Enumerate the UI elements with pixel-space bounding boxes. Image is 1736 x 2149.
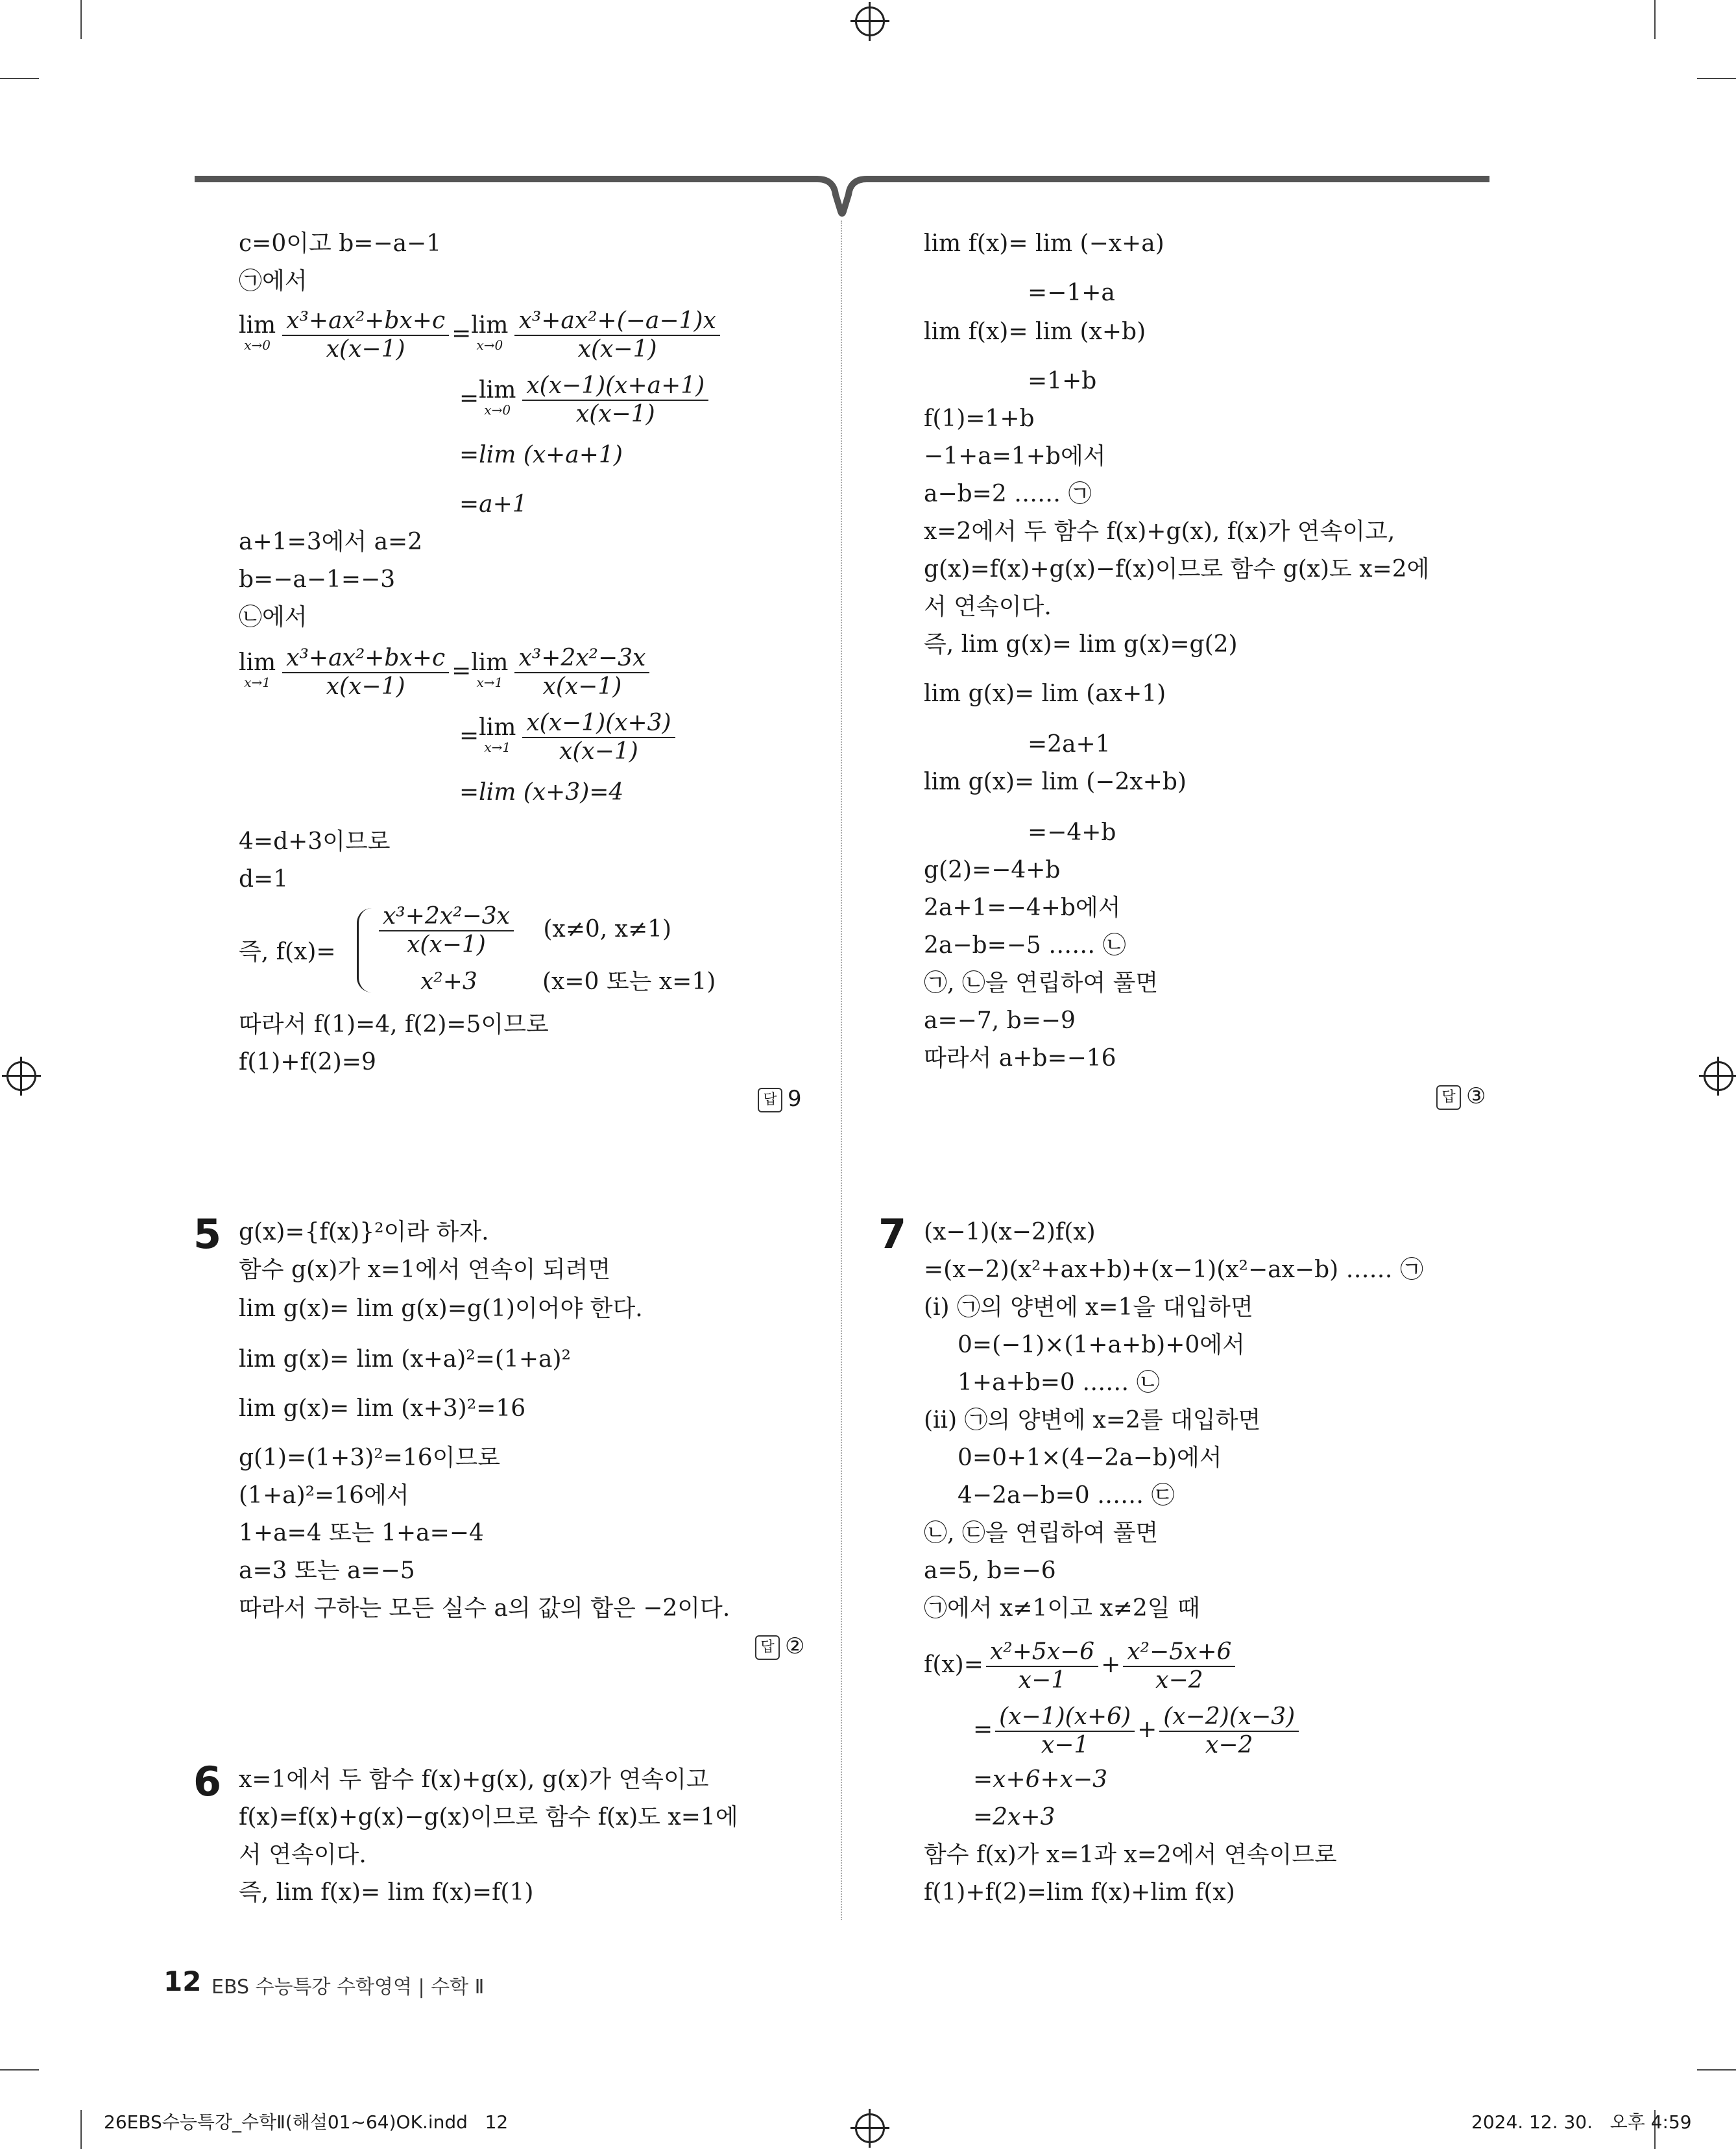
fraction-expression: = $\frac{(x-1)(x+6)}{x-1}$ + $\frac{(x-2)(x-3)}{x-2}$ xyxy=(973,1703,1301,1759)
limit-expression: lim x→0 $\frac{\text{x³+ax²+bx+c}}{x(x-1)}$ = lim x→0 $\frac{\text{x³+ax²+(−a−1)x}}{x(x-1)}$ xyxy=(239,307,723,363)
text-line: =2x+3 xyxy=(973,1804,1055,1831)
crop-mark xyxy=(80,2110,82,2149)
text-line: g(x)=f(x)+g(x)−f(x)이므로 함수 g(x)도 x=2에 xyxy=(924,556,1430,582)
text-line: =1+b xyxy=(1028,368,1097,394)
text-line: c=0이고 b=−a−1 xyxy=(239,230,442,257)
text-line: =−1+a xyxy=(1028,280,1115,306)
text-line: ㉡에서 xyxy=(239,604,307,630)
piecewise-case: x²+3 xyxy=(420,968,477,995)
text-line: =lim (x+3)=4 xyxy=(459,779,624,806)
text-line: 서 연속이다. xyxy=(239,1842,367,1868)
text-line: 따라서 구하는 모든 실수 a의 값의 합은 −2이다. xyxy=(239,1595,730,1622)
problem-number: 5 xyxy=(193,1210,222,1258)
text-line: =x+6+x−3 xyxy=(973,1766,1108,1793)
text-line: a=5, b=−6 xyxy=(924,1557,1056,1584)
text-line: g(x)={f(x)}²이라 하자. xyxy=(239,1219,489,1245)
text-line: d=1 xyxy=(239,866,289,893)
limit-expression: = lim x→0 $\frac{x(x-1)(x+a+1)}{x(x-1)}$ xyxy=(459,372,711,428)
file-name: 26EBS수능특강_수학Ⅱ(해설01~64)OK.indd 12 xyxy=(104,2111,509,2133)
text-line: f(x)=f(x)+g(x)−g(x)이므로 함수 f(x)도 x=1에 xyxy=(239,1804,738,1831)
crop-mark xyxy=(1654,0,1656,39)
text-line: x=1에서 두 함수 f(x)+g(x), g(x)가 연속이고 xyxy=(239,1766,709,1793)
piecewise-case: $\frac{\text{x³+2x²−3x}}{x(x-1)}$ (x≠0, x≠1) xyxy=(376,903,671,959)
text-line: 서 연속이다. xyxy=(924,594,1052,620)
registration-mark-icon xyxy=(6,1061,36,1091)
text-line: a−b=2 …… ㉠ xyxy=(924,481,1092,507)
text-line: ㉡, ㉢을 연립하여 풀면 xyxy=(924,1520,1159,1546)
answer-icon: 답 xyxy=(755,1635,780,1660)
answer-icon: 답 xyxy=(1436,1085,1461,1110)
text-line: x=2에서 두 함수 f(x)+g(x), f(x)가 연속이고, xyxy=(924,518,1395,545)
column-divider xyxy=(841,221,842,1920)
text-line: (ⅱ) ㉠의 양변에 x=2를 대입하면 xyxy=(924,1407,1261,1434)
text-line: 1+a+b=0 …… ㉡ xyxy=(958,1369,1160,1396)
limit-expression: = lim x→1 $\frac{x(x-1)(x+3)}{x(x-1)}$ xyxy=(459,710,678,765)
text-line: lim g(x)= lim (x+a)²=(1+a)² xyxy=(239,1346,571,1373)
text-line: 따라서 a+b=−16 xyxy=(924,1045,1116,1072)
text-line: =−4+b xyxy=(1028,819,1116,846)
text-line: (ⅰ) ㉠의 양변에 x=1을 대입하면 xyxy=(924,1294,1253,1321)
problem-number: 7 xyxy=(878,1210,907,1258)
registration-mark-icon xyxy=(855,6,885,36)
text-line: g(1)=(1+3)²=16이므로 xyxy=(239,1445,500,1471)
answer-badge: 답 ③ xyxy=(1436,1083,1486,1110)
text-line: =2a+1 xyxy=(1028,731,1111,758)
text-line: ㉠, ㉡을 연립하여 풀면 xyxy=(924,970,1159,996)
text-line: lim f(x)= lim (−x+a) xyxy=(924,230,1164,257)
text-line: 즉, lim g(x)= lim g(x)=g(2) xyxy=(924,631,1238,658)
text-line: lim g(x)= lim (−2x+b) xyxy=(924,769,1187,795)
text-line: (1+a)²=16에서 xyxy=(239,1482,409,1509)
text-line: =(x−2)(x²+ax+b)+(x−1)(x²−ax−b) …… ㉠ xyxy=(924,1256,1424,1283)
text-line: (x−1)(x−2)f(x) xyxy=(924,1219,1096,1245)
header-rule xyxy=(195,169,1489,221)
text-line: lim g(x)= lim (x+3)²=16 xyxy=(239,1395,526,1422)
text-line: 0=0+1×(4−2a−b)에서 xyxy=(958,1445,1222,1471)
registration-mark-icon xyxy=(855,2113,885,2143)
problem-number: 6 xyxy=(193,1758,222,1805)
text-line: lim f(x)= lim (x+b) xyxy=(924,318,1146,345)
text-line: f(1)+f(2)=lim f(x)+lim f(x) xyxy=(924,1879,1235,1906)
fraction-expression: f(x)= $\frac{\text{x²+5x−6}}{x-1}$ + $\frac{\text{x²−5x+6}}{x-2}$ xyxy=(924,1639,1238,1694)
crop-mark xyxy=(1697,2069,1736,2071)
text-line: 함수 f(x)가 x=1과 x=2에서 연속이므로 xyxy=(924,1842,1337,1868)
answer-badge: 답 9 xyxy=(758,1086,802,1112)
text-line: 0=(−1)×(1+a+b)+0에서 xyxy=(958,1332,1245,1358)
text-line: f(1)=1+b xyxy=(924,405,1035,432)
piecewise-condition: (x=0 또는 x=1) xyxy=(542,968,716,995)
text-line: b=−a−1=−3 xyxy=(239,566,396,593)
limit-expression: lim x→1 $\frac{\text{x³+ax²+bx+c}}{x(x-1)}$ = lim x→1 $\frac{\text{x³+2x²−3x}}{x(x-1)}$ xyxy=(239,645,652,701)
registration-mark-icon xyxy=(1704,1061,1733,1091)
crop-mark xyxy=(0,78,39,79)
text-line: ㉠에서 xyxy=(239,268,307,294)
text-line: 즉, f(x)= xyxy=(239,939,336,965)
text-line: −1+a=1+b에서 xyxy=(924,443,1106,470)
answer-icon: 답 xyxy=(758,1088,782,1112)
crop-mark xyxy=(80,0,82,39)
text-line: ㉠에서 x≠1이고 x≠2일 때 xyxy=(924,1595,1200,1622)
text-line: 따라서 f(1)=4, f(2)=5이므로 xyxy=(239,1011,549,1038)
page-number: 12 xyxy=(163,1965,202,1997)
text-line: 1+a=4 또는 1+a=−4 xyxy=(239,1520,484,1546)
text-line: a+1=3에서 a=2 xyxy=(239,529,423,555)
text-line: 4=d+3이므로 xyxy=(239,828,391,855)
text-line: 함수 g(x)가 x=1에서 연속이 되려면 xyxy=(239,1256,611,1283)
text-line: lim g(x)= lim (ax+1) xyxy=(924,680,1166,707)
crop-mark xyxy=(1697,78,1736,79)
book-title: EBS 수능특강 수학영역 | 수학 Ⅱ xyxy=(211,1976,485,1999)
print-timestamp: 2024. 12. 30. 오후 4:59 xyxy=(1471,2111,1692,2133)
text-line: a=3 또는 a=−5 xyxy=(239,1557,415,1584)
crop-mark xyxy=(0,2069,39,2071)
text-line: 2a+1=−4+b에서 xyxy=(924,894,1121,921)
text-line: 4−2a−b=0 …… ㉢ xyxy=(958,1482,1175,1509)
answer-badge: 답 ② xyxy=(755,1633,804,1660)
text-line: g(2)=−4+b xyxy=(924,857,1061,883)
text-line: =lim (x+a+1) xyxy=(459,442,623,468)
text-line: 즉, lim f(x)= lim f(x)=f(1) xyxy=(239,1879,534,1906)
text-line: f(1)+f(2)=9 xyxy=(239,1049,376,1075)
text-line: lim g(x)= lim g(x)=g(1)이어야 한다. xyxy=(239,1295,643,1322)
text-line: 2a−b=−5 …… ㉡ xyxy=(924,932,1126,959)
brace xyxy=(357,908,372,992)
text-line: a=−7, b=−9 xyxy=(924,1007,1076,1034)
text-line: =a+1 xyxy=(459,491,527,518)
